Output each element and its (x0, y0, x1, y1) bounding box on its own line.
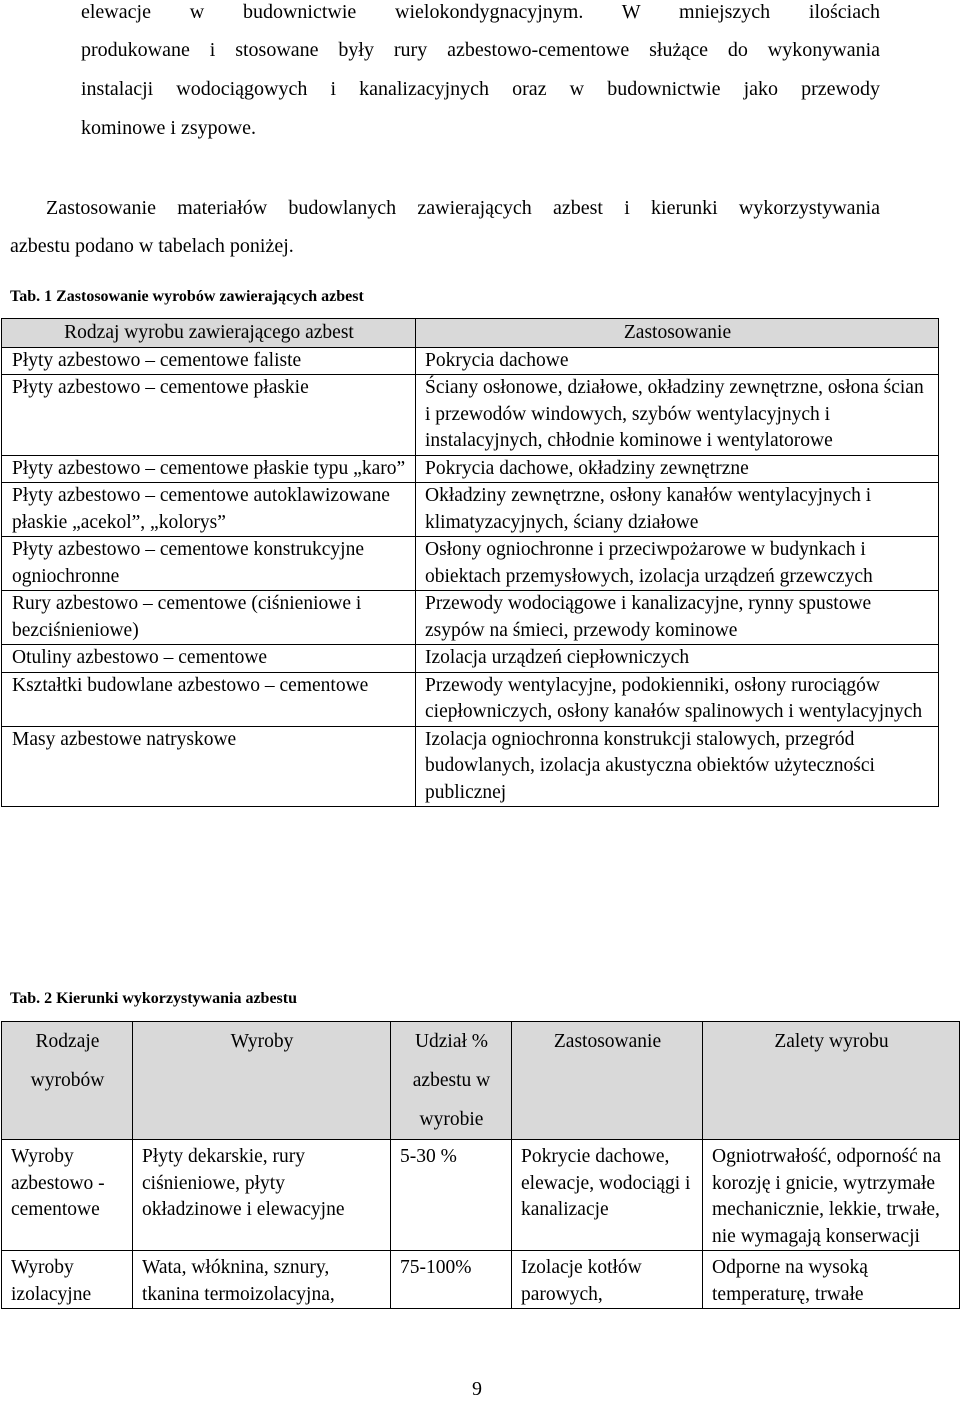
table-cell: Okładziny zewnętrzne, osłony kanałów wentylacyjnych i klimatyzacyjnych, ściany działowe (416, 483, 939, 537)
table-header-cell: Wyroby (133, 1022, 391, 1140)
table-cell: Wyroby izolacyjne (2, 1251, 133, 1309)
table-header-row (2, 1022, 960, 1140)
table-row (2, 455, 939, 483)
table-row (2, 591, 939, 645)
table-row (2, 483, 939, 537)
table-cell: Izolacja ogniochronna konstrukcji stalowych, przegród budowlanych, izolacja akustyczna obiektów użyteczności publicznej (416, 726, 939, 807)
table-row (2, 1251, 960, 1309)
table-row (2, 645, 939, 673)
table-cell: Kształtki budowlane azbestowo – cementowe (2, 672, 416, 726)
table-cell: Pokrycie dachowe, elewacje, wodociągi i kanalizacje (512, 1140, 703, 1251)
table-row (2, 375, 939, 456)
table-cell: Osłony ogniochronne i przeciwpożarowe w budynkach i obiektach przemysłowych, izolacja urządzeń grzewczych (416, 537, 939, 591)
table-header-cell: Zalety wyrobu (703, 1022, 960, 1140)
table-header-cell: Zastosowanie (512, 1022, 703, 1140)
table-cell: Płyty azbestowo – cementowe konstrukcyjne ogniochronne (2, 537, 416, 591)
table-header-cell: Rodzaje wyrobów (2, 1022, 133, 1140)
table-cell: Płyty dekarskie, rury ciśnieniowe, płyty okładzinowe i elewacyjne (133, 1140, 391, 1251)
table-cell: Wata, włóknina, sznury, tkanina termoizolacyjna, (133, 1251, 391, 1309)
table-cell: Ściany osłonowe, działowe, okładziny zewnętrzne, osłona ścian i przewodów windowych, szybów wentylacyjnych i instalacyjnych, chłodnie kominowe i wentylatorowe (416, 375, 939, 456)
table-cell: Płyty azbestowo – cementowe autoklawizowane płaskie „acekol”, „kolorys” (2, 483, 416, 537)
table-cell: Odporne na wysoką temperaturę, trwałe (703, 1251, 960, 1309)
table2 (1, 1021, 960, 1309)
page-number: 9 (472, 1378, 482, 1400)
table-cell: Ogniotrwałość, odporność na korozję i gnicie, wytrzymałe mechanicznie, lekkie, trwałe, nie wymagają konserwacji (703, 1140, 960, 1251)
table-header-cell: Zastosowanie (416, 319, 939, 348)
table-cell: 75-100% (391, 1251, 512, 1309)
table-cell: Pokrycia dachowe (416, 347, 939, 375)
table-row (2, 672, 939, 726)
table1-caption: Tab. 1 Zastosowanie wyrobów zawierających azbest (10, 288, 364, 305)
table-cell: Przewody wodociągowe i kanalizacyjne, rynny spustowe zsypów na śmieci, przewody kominowe (416, 591, 939, 645)
table-cell: Wyroby azbestowo - cementowe (2, 1140, 133, 1251)
table2-caption: Tab. 2 Kierunki wykorzystywania azbestu (10, 990, 297, 1007)
table-cell: Płyty azbestowo – cementowe płaskie typu „karo” (2, 455, 416, 483)
intro-line: produkowane i stosowane były rury azbestowo-cementowe służące do wykonywania (81, 39, 880, 61)
table-header-cell: Rodzaj wyrobu zawierającego azbest (2, 319, 416, 348)
paragraph-line: Zastosowanie materiałów budowlanych zawierających azbest i kierunki wykorzystywania (46, 197, 880, 219)
table-header-row (2, 319, 939, 348)
table1 (1, 318, 939, 807)
intro-line: instalacji wodociągowych i kanalizacyjnych oraz w budownictwie jako przewody (81, 78, 880, 100)
table-cell: Rury azbestowo – cementowe (ciśnieniowe i bezciśnieniowe) (2, 591, 416, 645)
table-cell: Masy azbestowe natryskowe (2, 726, 416, 807)
table-row (2, 1140, 960, 1251)
table-cell: Izolacje kotłów parowych, (512, 1251, 703, 1309)
intro-line: kominowe i zsypowe. (81, 117, 256, 139)
table-cell: Otuliny azbestowo – cementowe (2, 645, 416, 673)
table-header-cell: Udział % azbestu w wyrobie (391, 1022, 512, 1140)
table-row (2, 537, 939, 591)
table-row (2, 726, 939, 807)
table-cell: Pokrycia dachowe, okładziny zewnętrzne (416, 455, 939, 483)
table-cell: Izolacja urządzeń ciepłowniczych (416, 645, 939, 673)
table-cell: Płyty azbestowo – cementowe faliste (2, 347, 416, 375)
table-cell: Płyty azbestowo – cementowe płaskie (2, 375, 416, 456)
table-cell: 5-30 % (391, 1140, 512, 1251)
table-row (2, 347, 939, 375)
table-cell: Przewody wentylacyjne, podokienniki, osłony rurociągów ciepłowniczych, osłony kanałów spalinowych i wentylacyjnych (416, 672, 939, 726)
intro-line: elewacje w budownictwie wielokondygnacyjnym. W mniejszych ilościach (81, 1, 880, 23)
paragraph-line: azbestu podano w tabelach poniżej. (10, 235, 294, 257)
